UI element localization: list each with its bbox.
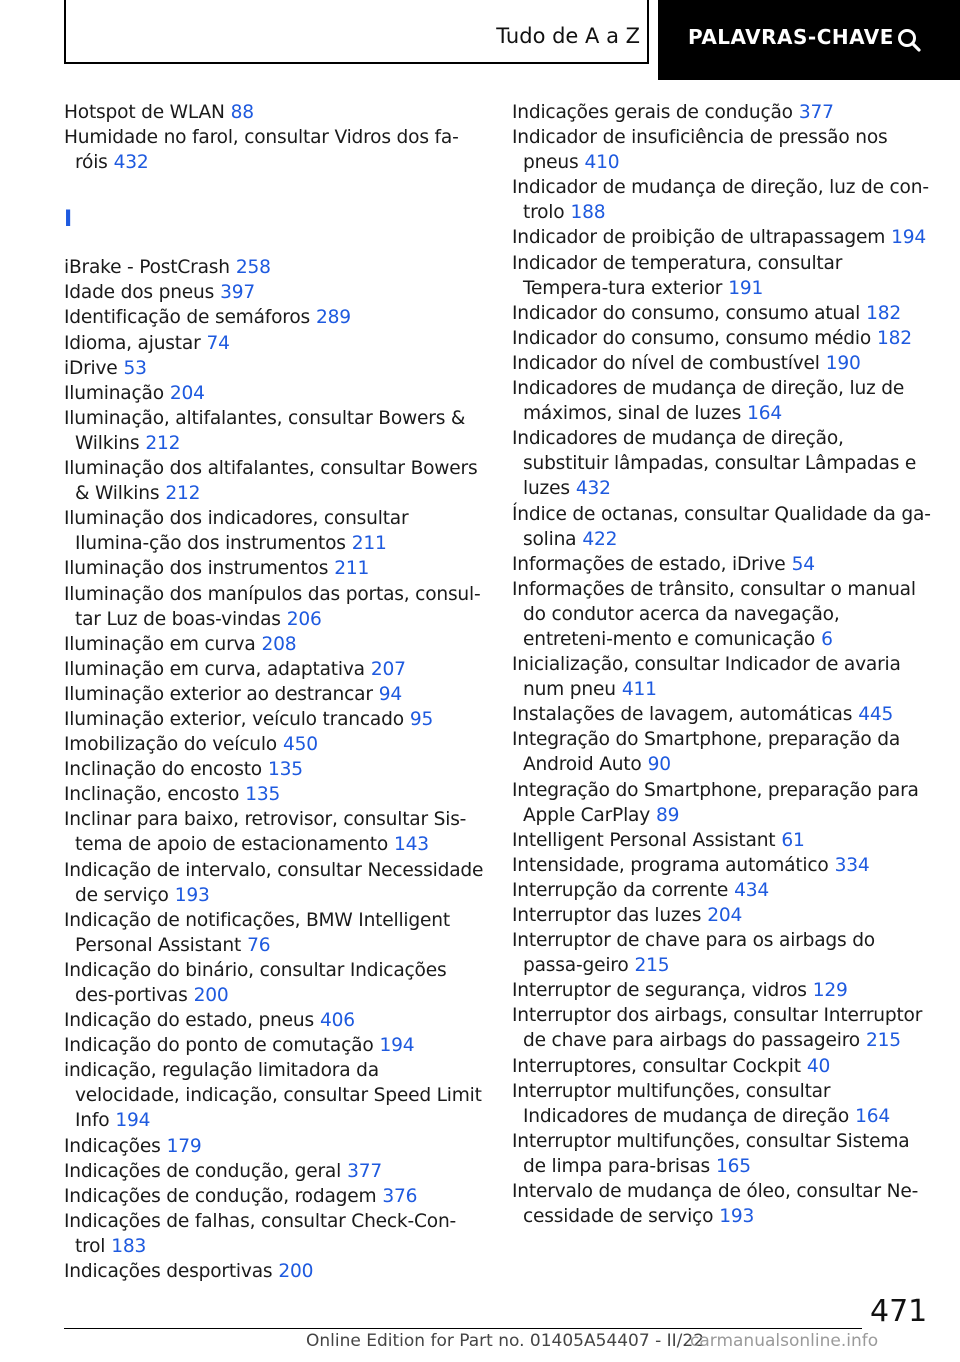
index-entry-text: Indicações gerais de condução: [512, 102, 793, 123]
page-reference-link[interactable]: 432: [113, 152, 149, 174]
page-reference-link[interactable]: 182: [877, 327, 912, 349]
index-section-letter: I: [64, 207, 73, 233]
index-entry-text: Hotspot de WLAN: [64, 102, 225, 123]
page-reference-link[interactable]: 434: [734, 879, 769, 901]
index-entry-text: Iluminação, altifalantes, consultar Bowers & Wilkins: [64, 407, 466, 454]
index-entry: [64, 1008, 484, 1033]
index-entry: [512, 326, 932, 351]
index-column-left: [64, 100, 484, 1284]
page-reference-link[interactable]: 194: [115, 1110, 151, 1132]
page-reference-link[interactable]: 376: [382, 1185, 418, 1207]
index-entry-text: Indicações: [64, 1135, 161, 1157]
header-divider-left: [64, 0, 66, 64]
page-reference-link[interactable]: 183: [111, 1235, 147, 1257]
page-reference-link[interactable]: 90: [647, 754, 671, 776]
tab-palavras-chave[interactable]: [658, 0, 960, 80]
index-entry-text: Indicação de intervalo, consultar Necessidade de serviço: [64, 859, 484, 906]
index-entry: [64, 958, 484, 1008]
page-reference-link[interactable]: 450: [282, 734, 318, 756]
page-reference-link[interactable]: 204: [169, 382, 205, 404]
page-reference-link[interactable]: 194: [891, 227, 927, 249]
page-reference-link[interactable]: 258: [235, 257, 271, 279]
index-entry-text: Iluminação em curva, adaptativa: [64, 658, 365, 680]
index-entry-text: Humidade no farol, consultar Vidros dos fa-róis: [64, 127, 459, 174]
index-entry: [512, 1079, 932, 1129]
index-entry: [64, 1209, 484, 1259]
page-reference-link[interactable]: 190: [825, 352, 861, 374]
page-reference-link[interactable]: 377: [347, 1160, 382, 1182]
index-entry: [64, 280, 484, 305]
index-entry: [512, 978, 932, 1003]
index-entry-text: Iluminação exterior ao destrancar: [64, 683, 373, 705]
index-entry-text: Indicador de mudança de direção, luz de con-trolo: [512, 177, 929, 224]
index-entry: [512, 1129, 932, 1179]
search-icon[interactable]: [896, 27, 922, 53]
index-entry-text: Interruptor multifunções, consultar Indicadores de mudança de direção: [512, 1080, 850, 1127]
index-entry: [64, 682, 484, 707]
page-reference-link[interactable]: 212: [165, 483, 201, 505]
index-entry: [64, 858, 484, 908]
index-entry-text: Informações de trânsito, consultar o manual do condutor acerca da navegação, entreteni-mento e comunicação: [512, 578, 916, 650]
page-reference-link[interactable]: 200: [193, 985, 229, 1006]
page-reference-link[interactable]: 95: [409, 708, 434, 730]
index-entry: [512, 903, 932, 928]
page-reference-link[interactable]: 164: [747, 403, 783, 425]
index-entry-text: Indicação do binário, consultar Indicações des-portivas: [64, 959, 447, 1006]
index-entry-text: Instalações de lavagem, automáticas: [512, 704, 853, 726]
page-reference-link[interactable]: 182: [866, 302, 902, 324]
page-reference-link[interactable]: 204: [707, 905, 743, 926]
index-entry: [512, 828, 932, 853]
page-reference-link[interactable]: 129: [812, 980, 848, 1002]
index-entry-text: Iluminação dos altifalantes, consultar Bowers & Wilkins: [64, 458, 478, 505]
index-entry: [64, 100, 484, 125]
page-reference-link[interactable]: 135: [267, 759, 303, 781]
page-reference-link[interactable]: 289: [316, 307, 351, 329]
page-reference-link[interactable]: 54: [791, 553, 815, 575]
index-entry-text: Indicador do consumo, consumo atual: [512, 302, 861, 324]
page-reference-link[interactable]: 193: [719, 1206, 755, 1228]
index-entry: [512, 1003, 932, 1053]
page-reference-link[interactable]: 188: [570, 202, 606, 224]
index-entry-text: Indicadores de mudança de direção, luz de máximos, sinal de luzes: [512, 378, 905, 425]
page-reference-link[interactable]: 212: [145, 432, 181, 454]
page-reference-link[interactable]: 135: [245, 784, 281, 806]
index-entry-text: Inclinação, encosto: [64, 784, 240, 806]
index-entry: [512, 351, 932, 376]
index-entry: [64, 556, 484, 581]
page-reference-link[interactable]: 193: [174, 884, 210, 906]
index-entry: [512, 878, 932, 903]
footer-edition: Online Edition for Part no. 01405A54407 - II/22: [306, 1331, 705, 1351]
page-reference-link[interactable]: 445: [858, 704, 894, 726]
page-reference-link[interactable]: 88: [230, 102, 254, 123]
page-reference-link[interactable]: 40: [806, 1055, 831, 1077]
page-reference-link[interactable]: 410: [584, 152, 620, 174]
page-reference-link[interactable]: 334: [834, 854, 870, 876]
index-entry: [64, 732, 484, 757]
index-entry-text: Indicações desportivas: [64, 1261, 273, 1283]
footer-watermark: carmanualsonline.info: [690, 1331, 879, 1351]
page-reference-link[interactable]: 194: [379, 1035, 415, 1057]
index-entry: [64, 1259, 484, 1284]
index-entry-text: Iluminação em curva: [64, 633, 256, 655]
index-entry: [64, 1134, 484, 1159]
index-entry-text: Inclinação do encosto: [64, 759, 262, 781]
index-entry: [512, 502, 932, 552]
index-entry-text: Idioma, ajustar: [64, 332, 201, 354]
index-entry: [64, 356, 484, 381]
header-underline: [64, 62, 649, 64]
index-entry-text: Indicação de notificações, BMW Intelligent Personal Assistant: [64, 909, 450, 956]
index-entry-text: Índice de octanas, consultar Qualidade da ga-solina: [512, 503, 931, 550]
index-entry: [64, 456, 484, 506]
index-entry-text: Iluminação exterior, veículo trancado: [64, 708, 404, 730]
index-entry: [64, 657, 484, 682]
index-entry: [64, 707, 484, 732]
index-entry-text: iBrake - PostCrash: [64, 257, 230, 279]
index-entry: [64, 506, 484, 556]
page-reference-link[interactable]: 406: [319, 1010, 355, 1032]
page-reference-link[interactable]: 211: [334, 558, 370, 580]
index-entry-text: Intelligent Personal Assistant: [512, 829, 776, 851]
index-entry: [512, 1179, 932, 1229]
header-divider-right: [647, 0, 649, 64]
index-entry-text: Intervalo de mudança de óleo, consultar Ne-cessidade de serviço: [512, 1181, 919, 1228]
page-reference-link[interactable]: 422: [582, 528, 618, 550]
index-entry-text: Indicação do ponto de comutação: [64, 1035, 374, 1057]
index-entry: [512, 702, 932, 727]
index-entry-text: Indicadores de mudança de direção, substituir lâmpadas, consultar Lâmpadas e luzes: [512, 428, 917, 500]
page-reference-link[interactable]: 61: [781, 829, 805, 851]
index-entry: [512, 301, 932, 326]
index-entry-text: Indicações de condução, geral: [64, 1160, 342, 1182]
index-entry-text: Informações de estado, iDrive: [512, 553, 786, 575]
index-entry: [512, 251, 932, 301]
index-entry-text: iDrive: [64, 357, 118, 379]
tab-tudo-de-a-a-z[interactable]: Tudo de A a Z: [496, 24, 640, 48]
index-entry: [64, 406, 484, 456]
page-reference-link[interactable]: 164: [855, 1105, 890, 1127]
index-entry: [512, 552, 932, 577]
index-entry: [64, 1184, 484, 1209]
index-entry-text: Identificação de semáforos: [64, 307, 311, 329]
index-entry: [512, 727, 932, 777]
page-reference-link[interactable]: 200: [278, 1261, 314, 1283]
index-entry: [512, 100, 932, 125]
page-reference-link[interactable]: 76: [247, 934, 271, 956]
page-reference-link[interactable]: 211: [351, 533, 387, 555]
index-entry-text: indicação, regulação limitadora da velocidade, indicação, consultar Speed Limit Info: [64, 1060, 482, 1132]
page-reference-link[interactable]: 94: [378, 683, 403, 705]
index-entry: [512, 928, 932, 978]
index-entry-text: Iluminação dos indicadores, consultar Ilumina-ção dos instrumentos: [64, 508, 409, 555]
index-entry-text: Iluminação: [64, 382, 164, 404]
index-entry: [64, 908, 484, 958]
page-reference-link[interactable]: 89: [656, 804, 680, 826]
page-reference-link[interactable]: 208: [261, 633, 297, 655]
index-entry: [64, 331, 484, 356]
index-entry: [512, 853, 932, 878]
page-reference-link[interactable]: 179: [166, 1135, 202, 1157]
index-entry-text: Inicialização, consultar Indicador de avaria num pneu: [512, 654, 901, 701]
index-entry: [512, 426, 932, 501]
page-reference-link[interactable]: 397: [220, 282, 255, 304]
index-entry-text: Indicador do consumo, consumo médio: [512, 327, 871, 349]
index-entry: [64, 255, 484, 280]
page-number: 471: [870, 1294, 928, 1329]
index-entry-text: Imobilização do veículo: [64, 734, 277, 756]
index-entry-text: Indicações de condução, rodagem: [64, 1185, 377, 1207]
index-entry-text: Integração do Smartphone, preparação para Apple CarPlay: [512, 779, 919, 826]
index-entry-text: Interruptor das luzes: [512, 905, 702, 926]
page-reference-link[interactable]: 74: [206, 332, 230, 354]
index-entry-text: Integração do Smartphone, preparação da Android Auto: [512, 729, 901, 776]
page-reference-link[interactable]: 165: [716, 1155, 751, 1177]
index-column-right: [512, 100, 932, 1229]
index-entry: [64, 1033, 484, 1058]
index-entry-text: Iluminação dos instrumentos: [64, 558, 329, 580]
index-entry-text: Indicador de temperatura, consultar Tempera-tura exterior: [512, 252, 843, 299]
index-entry-text: Indicador de proibição de ultrapassagem: [512, 227, 886, 249]
footer-divider: [64, 1328, 862, 1329]
page-reference-link[interactable]: 143: [394, 834, 429, 856]
index-entry-text: Indicação do estado, pneus: [64, 1010, 314, 1032]
index-entry-text: Idade dos pneus: [64, 282, 215, 304]
index-entry: [64, 125, 484, 175]
page-reference-link[interactable]: 215: [634, 955, 670, 977]
page-reference-link[interactable]: 207: [370, 658, 406, 680]
page-reference-link[interactable]: 411: [621, 679, 657, 701]
index-entry-text: Indicador de insuficiência de pressão nos pneus: [512, 127, 888, 174]
index-entry-text: Iluminação dos manípulos das portas, consul-tar Luz de boas-vindas: [64, 583, 481, 630]
index-entry-text: Interruptor de segurança, vidros: [512, 980, 807, 1002]
page-reference-link[interactable]: 6: [821, 628, 833, 650]
page-reference-link[interactable]: 53: [123, 357, 147, 379]
index-entry-text: Indicador do nível de combustível: [512, 352, 820, 374]
index-entry-text: Interrupção da corrente: [512, 879, 729, 901]
tab-palavras-chave-label: PALAVRAS-CHAVE: [688, 25, 894, 49]
page-reference-link[interactable]: 377: [798, 102, 834, 123]
index-entry: [64, 305, 484, 330]
index-entry: [64, 381, 484, 406]
index-entry-text: Intensidade, programa automático: [512, 854, 829, 876]
index-entry: [512, 175, 932, 225]
index-entry: [64, 632, 484, 657]
index-entry-text: Inclinar para baixo, retrovisor, consultar Sis-tema de apoio de estacionamento: [64, 809, 467, 856]
index-entry: [512, 225, 932, 250]
index-entry: [64, 1058, 484, 1133]
index-entry-text: Interruptor multifunções, consultar Sistema de limpa para-brisas: [512, 1130, 910, 1177]
index-entry-text: Interruptor de chave para os airbags do passa-geiro: [512, 930, 875, 977]
index-entry: [512, 376, 932, 426]
page-reference-link[interactable]: 432: [575, 478, 611, 500]
index-entry: [512, 125, 932, 175]
index-entry: [64, 582, 484, 632]
index-entry-text: Indicações de falhas, consultar Check-Con-trol: [64, 1210, 457, 1257]
index-entry: [64, 757, 484, 782]
index-entry-text: Interruptores, consultar Cockpit: [512, 1055, 801, 1077]
page-reference-link[interactable]: 215: [865, 1030, 901, 1052]
page-reference-link[interactable]: 206: [286, 608, 322, 630]
index-entry: [64, 1159, 484, 1184]
index-entry-text: Interruptor dos airbags, consultar Interruptor de chave para airbags do passageiro: [512, 1005, 923, 1052]
index-entry: [512, 778, 932, 828]
index-entry: [512, 577, 932, 652]
page-reference-link[interactable]: 191: [728, 277, 764, 299]
index-entry: [64, 782, 484, 807]
index-entry: [512, 1054, 932, 1079]
index-entry: [64, 807, 484, 857]
index-entry: [512, 652, 932, 702]
